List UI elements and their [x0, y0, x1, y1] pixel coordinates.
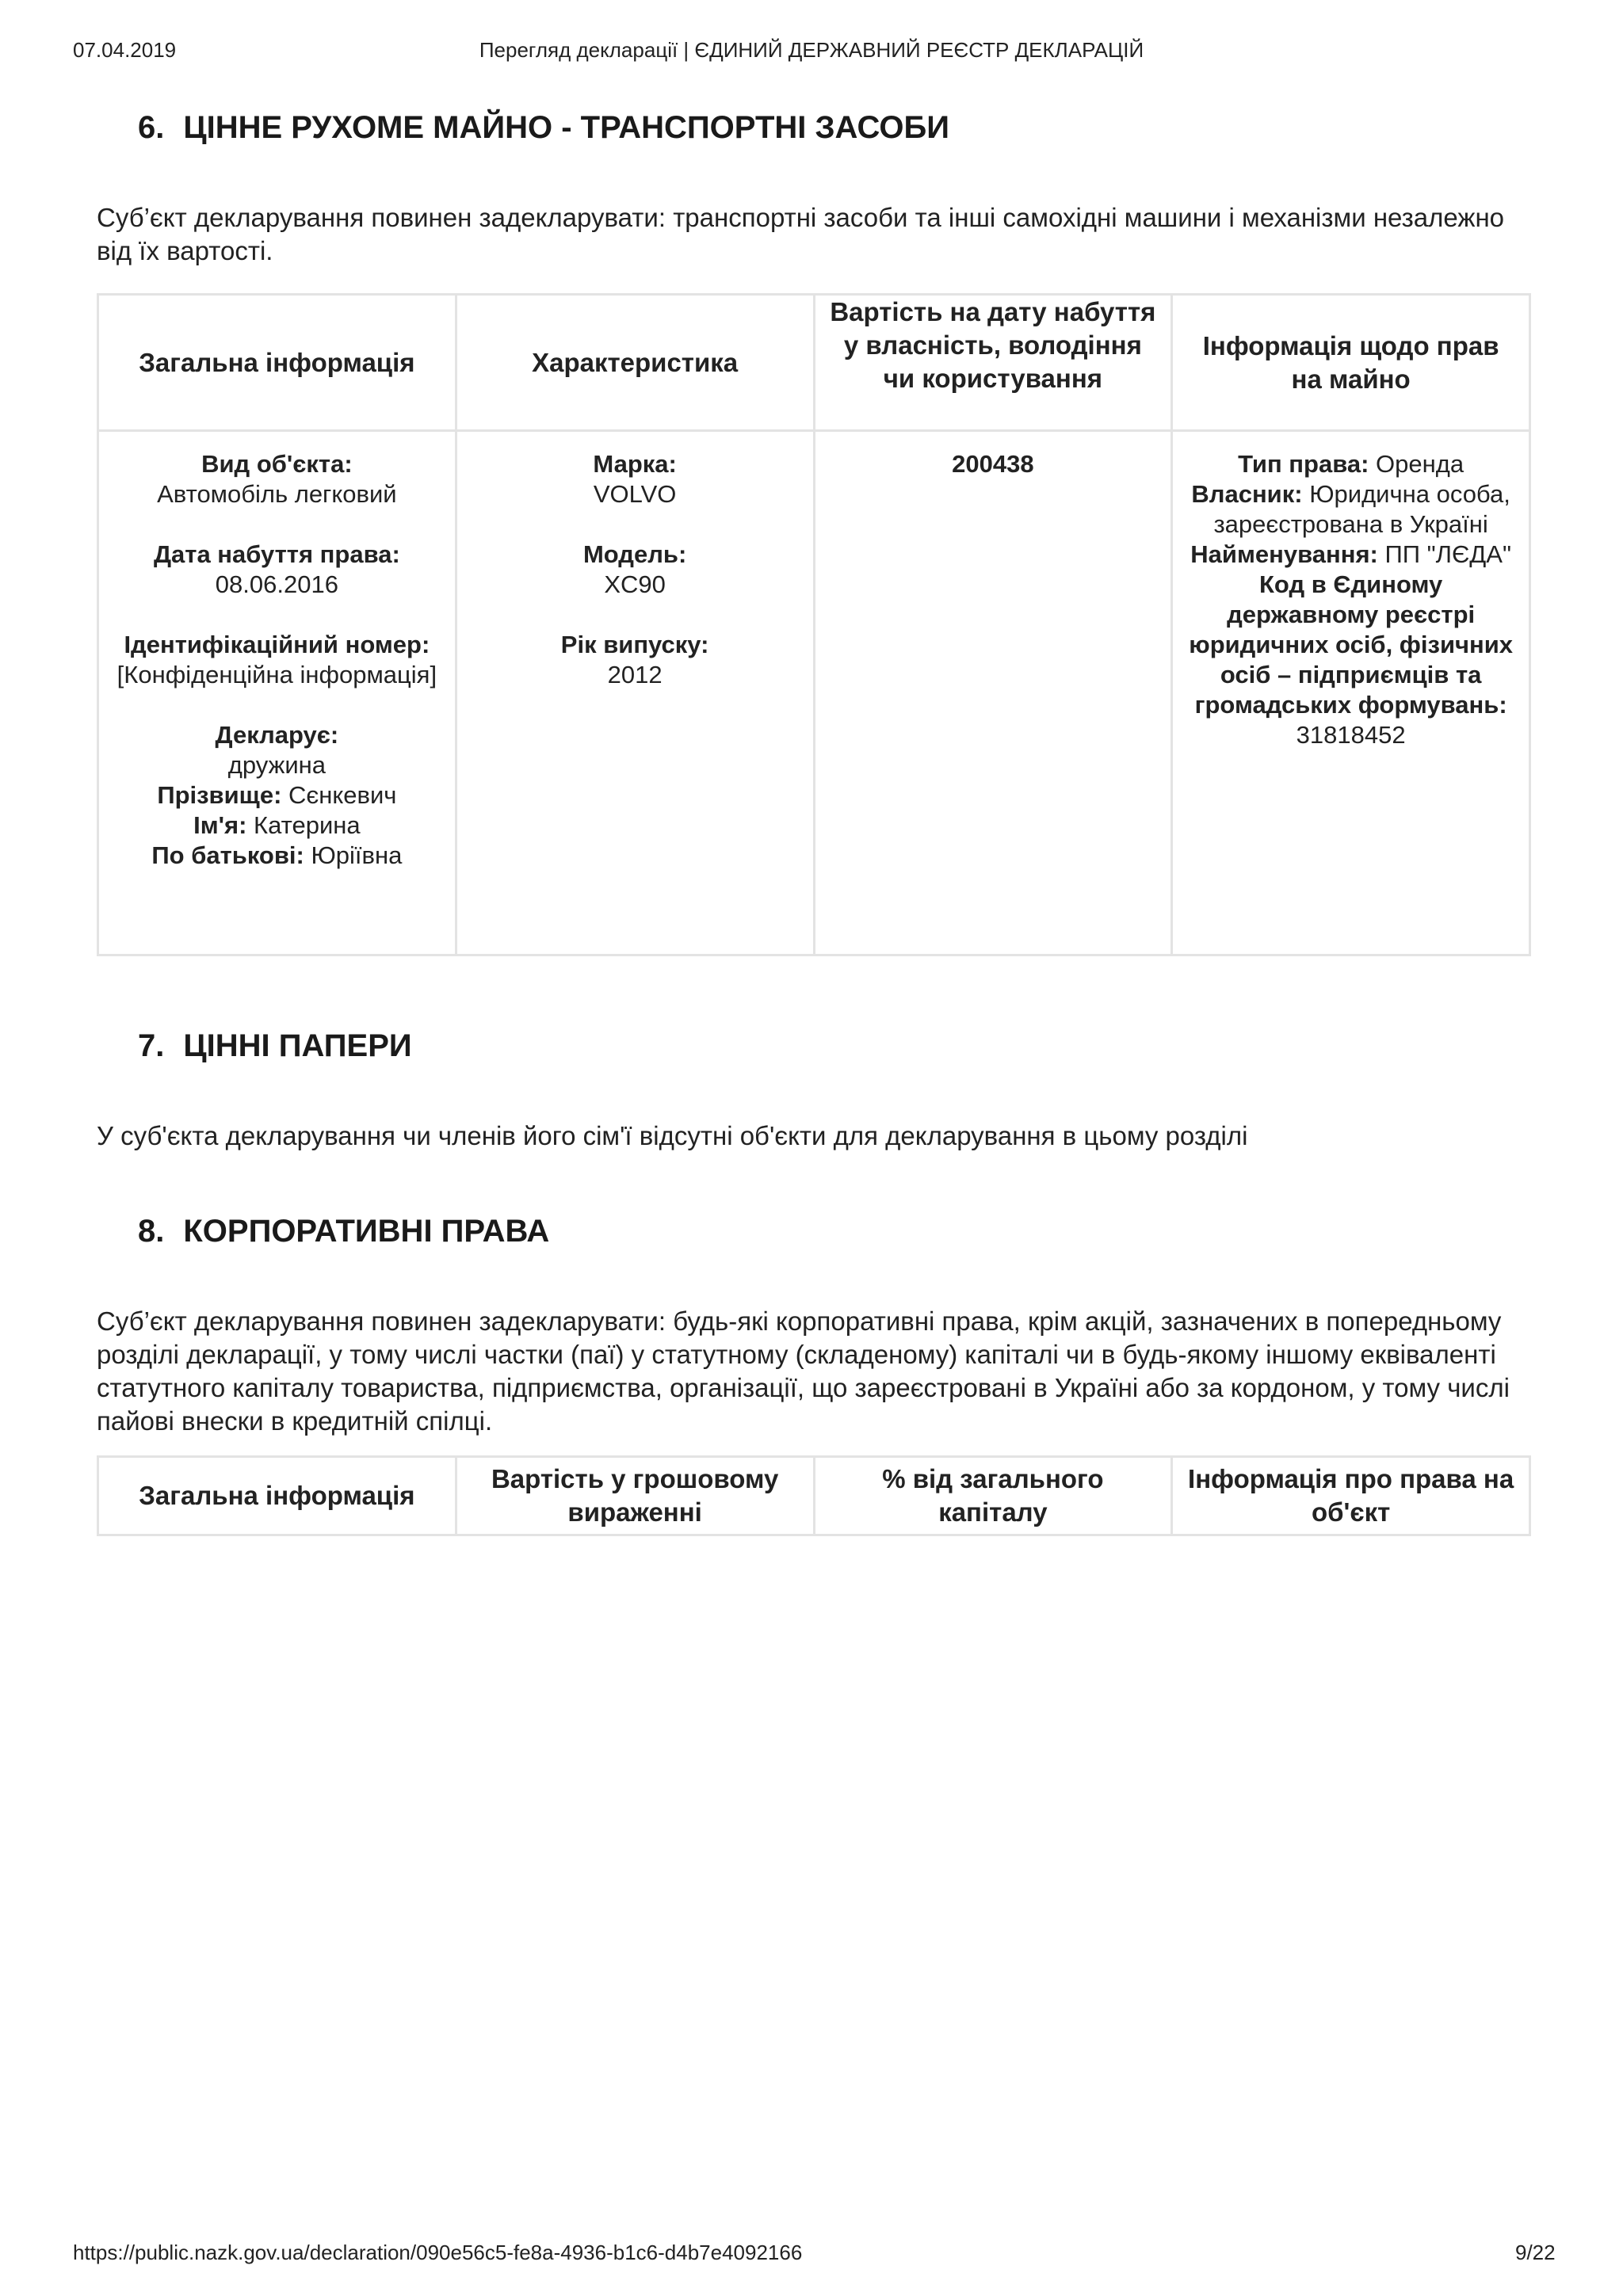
- section-number: 7.: [138, 1028, 165, 1063]
- field-label: Найменування:: [1190, 540, 1378, 568]
- field-label: Тип права:: [1238, 450, 1369, 478]
- vehicle-brand: [468, 449, 802, 509]
- section-number: 8.: [138, 1214, 165, 1249]
- declaration-url: https://public.nazk.gov.ua/declaration/090e56c5-fe8a-4936-b1c6-d4b7e4092166: [73, 2241, 803, 2264]
- section-title: КОРПОРАТИВНІ ПРАВА: [183, 1214, 550, 1249]
- field-label: Марка:: [593, 450, 677, 478]
- print-page-title: Перегляд декларації | ЄДИНИЙ ДЕРЖАВНИЙ РЕЄСТР ДЕКЛАРАЦІЙ: [479, 38, 1144, 62]
- field-label: Модель:: [582, 540, 687, 568]
- section-8-intro: Суб’єкт декларування повинен задекларувати: будь-які корпоративні права, крім акцій, зазначених в попередньому розділі декларації, у тому числі частки (паї) у статутному (складеному) капіталі чи в будь-якому іншому еквіваленті статутного капіталу товариства, підприємства, організації, що зареєстровані в Україні або за кордоном, у тому числі пайові внески в кредитній спілці.: [97, 1306, 1510, 1436]
- column-header-monetary-value: Вартість у грошовому вираженні: [456, 1457, 814, 1535]
- entity-name-line: [1184, 540, 1518, 570]
- field-value: 2012: [607, 661, 663, 688]
- column-header-rights: Інформація про права на об'єкт: [1172, 1457, 1530, 1535]
- section-6-intro: Суб’єкт декларування повинен задекларувати: транспортні засоби та інші самохідні машини і механізми незалежно від їх вартості.: [97, 203, 1505, 265]
- page-number: 9/22: [1515, 2241, 1556, 2264]
- identification-number: [110, 630, 444, 690]
- field-value: VOLVO: [593, 480, 677, 508]
- registry-code-line: [1184, 570, 1518, 750]
- table-header-row: [98, 295, 1530, 431]
- field-value: Автомобіль легковий: [157, 480, 397, 508]
- characteristics-cell: [456, 431, 814, 955]
- vehicle-model: [468, 540, 802, 600]
- right-type-line: [1184, 449, 1518, 479]
- field-label: Код в Єдиному державному реєстрі юридичних осіб, фізичних осіб – підприємців та громадських формувань:: [1189, 570, 1514, 719]
- field-value: 31818452: [1296, 721, 1406, 749]
- table-header-row: [98, 1457, 1530, 1535]
- field-value: Юридична особа, зареєстрована в Україні: [1213, 480, 1510, 538]
- acquisition-value: 200438: [952, 450, 1034, 478]
- declaration-content: [97, 101, 1531, 1536]
- rights-cell: [1172, 431, 1530, 955]
- section-6-heading: [97, 101, 1531, 154]
- section-title: ЦІННІ ПАПЕРИ: [183, 1028, 412, 1063]
- object-type: [110, 449, 444, 509]
- owner-line: [1184, 479, 1518, 540]
- field-label: Декларує:: [215, 721, 339, 749]
- column-header-general: Загальна інформація: [98, 295, 456, 431]
- field-value: Оренда: [1376, 450, 1465, 478]
- column-header-characteristics: Характеристика: [456, 295, 814, 431]
- field-value: Юріївна: [311, 841, 403, 869]
- name-line: [110, 810, 444, 841]
- field-label: Ім'я:: [193, 811, 247, 839]
- field-label: Дата набуття права:: [153, 540, 400, 568]
- value-cell: [814, 431, 1172, 955]
- acquisition-date: [110, 540, 444, 600]
- field-label: Власник:: [1191, 480, 1303, 508]
- vehicles-table: [97, 293, 1531, 956]
- field-label: По батькові:: [151, 841, 304, 869]
- field-label: Вид об'єкта:: [201, 450, 353, 478]
- patronymic-line: [110, 841, 444, 871]
- field-value: Сєнкевич: [288, 781, 397, 809]
- column-header-general: Загальна інформація: [98, 1457, 456, 1535]
- field-value: 08.06.2016: [215, 570, 338, 598]
- section-8-heading: [97, 1205, 1531, 1257]
- corporate-rights-table: [97, 1455, 1531, 1536]
- field-value: дружина: [227, 751, 326, 779]
- surname-line: [110, 780, 444, 810]
- section-7-heading: [97, 1020, 1531, 1072]
- print-date: 07.04.2019: [73, 38, 177, 62]
- table-row: [98, 431, 1530, 955]
- field-label: Прізвище:: [157, 781, 282, 809]
- column-header-rights: Інформація щодо прав на майно: [1172, 295, 1530, 431]
- section-title: ЦІННЕ РУХОМЕ МАЙНО - ТРАНСПОРТНІ ЗАСОБИ: [183, 110, 949, 145]
- section-7-intro: У суб'єкта декларування чи членів його сім'ї відсутні об'єкти для декларування в цьому розділі: [97, 1121, 1248, 1150]
- column-header-capital-share: % від загального капіталу: [814, 1457, 1172, 1535]
- field-label: Рік випуску:: [560, 631, 709, 658]
- vehicle-year: [468, 630, 802, 690]
- declarant: [110, 720, 444, 871]
- section-number: 6.: [138, 110, 165, 145]
- general-info-cell: [98, 431, 456, 955]
- field-value: XC90: [604, 570, 666, 598]
- field-value: ПП "ЛЄДА": [1384, 540, 1511, 568]
- field-label: Ідентифікаційний номер:: [124, 631, 430, 658]
- print-header: [0, 38, 1623, 70]
- column-header-value: Вартість на дату набуття у власність, володіння чи користування: [814, 295, 1172, 431]
- field-value: [Конфіденційна інформація]: [116, 661, 437, 688]
- field-value: Катерина: [254, 811, 361, 839]
